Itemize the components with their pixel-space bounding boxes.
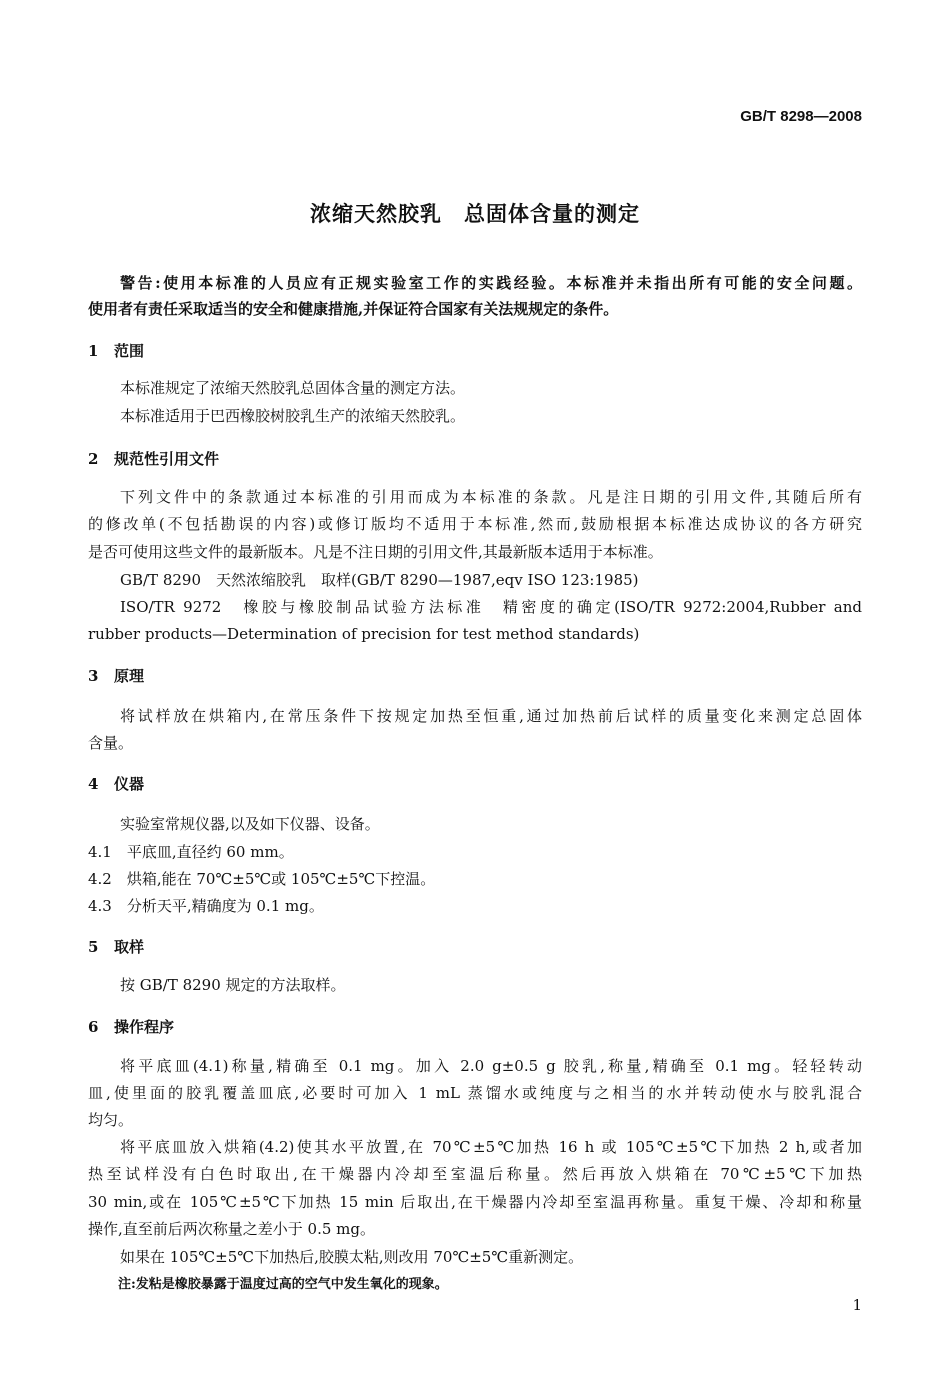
page-number: 1: [852, 1296, 862, 1314]
section-title: 仪器: [114, 775, 145, 793]
paragraph-line: 如果在 105℃±5℃下加热后,胶膜太粘,则改用 70℃±5℃重新测定。: [120, 1248, 584, 1266]
section-heading: [88, 340, 144, 362]
reference-item: ISO/TR 9272 橡胶与橡胶制品试验方法标准 精密度的确定(ISO/TR 9272:2004,Rubber and: [120, 598, 862, 616]
paragraph-line: 的修改单(不包括勘误的内容)或修订版均不适用于本标准,然而,鼓励根据本标准达成协议的各方研究: [88, 515, 862, 533]
section-heading: [88, 448, 219, 470]
paragraph-line: 是否可使用这些文件的最新版本。凡是不注日期的引用文件,其最新版本适用于本标准。: [88, 543, 663, 561]
document-number: GB/T 8298—2008: [740, 108, 862, 125]
section-number: 3: [88, 667, 99, 685]
paragraph-line: 操作,直至前后两次称量之差小于 0.5 mg。: [88, 1220, 375, 1238]
section-number: 2: [88, 450, 99, 468]
subclause: 4.3 分析天平,精确度为 0.1 mg。: [88, 897, 324, 915]
section-title: 规范性引用文件: [114, 450, 220, 468]
paragraph-line: 按 GB/T 8290 规定的方法取样。: [120, 976, 346, 994]
paragraph-line: 实验室常规仪器,以及如下仪器、设备。: [120, 815, 380, 833]
paragraph-line: 均匀。: [88, 1111, 134, 1129]
paragraph-line: 本标准规定了浓缩天然胶乳总固体含量的测定方法。: [120, 379, 466, 397]
section-number: 1: [88, 342, 99, 360]
section-number: 4: [88, 775, 99, 793]
warning-line: 警告:使用本标准的人员应有正规实验室工作的实践经验。本标准并未指出所有可能的安全问题。: [120, 274, 862, 292]
section-title: 范围: [114, 342, 145, 360]
subclause: 4.1 平底皿,直径约 60 mm。: [88, 843, 294, 861]
subclause: 4.2 烘箱,能在 70℃±5℃或 105℃±5℃下控温。: [88, 870, 436, 888]
reference-item: rubber products—Determination of precision for test method standards): [88, 625, 640, 643]
section-heading: [88, 773, 144, 795]
paragraph-line: 本标准适用于巴西橡胶树胶乳生产的浓缩天然胶乳。: [120, 407, 466, 425]
section-heading: [88, 1016, 174, 1038]
paragraph-line: 皿,使里面的胶乳覆盖皿底,必要时可加入 1 mL 蒸馏水或纯度与之相当的水并转动使水与胶乳混合: [88, 1084, 862, 1102]
section-title: 原理: [114, 667, 145, 685]
page-title: 浓缩天然胶乳 总固体含量的测定: [310, 202, 640, 226]
paragraph-line: 将试样放在烘箱内,在常压条件下按规定加热至恒重,通过加热前后试样的质量变化来测定总固体: [120, 707, 862, 725]
section-number: 6: [88, 1018, 99, 1036]
section-title: 取样: [114, 938, 145, 956]
paragraph-line: 将平底皿(4.1)称量,精确至 0.1 mg。加入 2.0 g±0.5 g 胶乳,称量,精确至 0.1 mg。轻轻转动: [120, 1057, 862, 1075]
paragraph-line: 30 min,或在 105℃±5℃下加热 15 min 后取出,在干燥器内冷却至室温再称量。重复干燥、冷却和称量: [88, 1193, 862, 1211]
paragraph-line: 下列文件中的条款通过本标准的引用而成为本标准的条款。凡是注日期的引用文件,其随后所有: [120, 488, 862, 506]
paragraph-line: 热至试样没有白色时取出,在干燥器内冷却至室温后称量。然后再放入烘箱在 70℃±5℃下加热: [88, 1165, 862, 1183]
paragraph-line: 含量。: [88, 734, 134, 752]
section-title: 操作程序: [114, 1018, 175, 1036]
paragraph-line: 将平底皿放入烘箱(4.2)使其水平放置,在 70℃±5℃加热 16 h 或 105℃±5℃下加热 2 h,或者加: [120, 1138, 862, 1156]
section-heading: [88, 936, 144, 958]
reference-item: GB/T 8290 天然浓缩胶乳 取样(GB/T 8290—1987,eqv ISO 123:1985): [120, 571, 639, 589]
section-heading: [88, 665, 144, 687]
warning-line: 使用者有责任采取适当的安全和健康措施,并保证符合国家有关法规规定的条件。: [88, 300, 619, 318]
note: 注:发粘是橡胶暴露于温度过高的空气中发生氧化的现象。: [118, 1277, 448, 1292]
section-number: 5: [88, 938, 99, 956]
